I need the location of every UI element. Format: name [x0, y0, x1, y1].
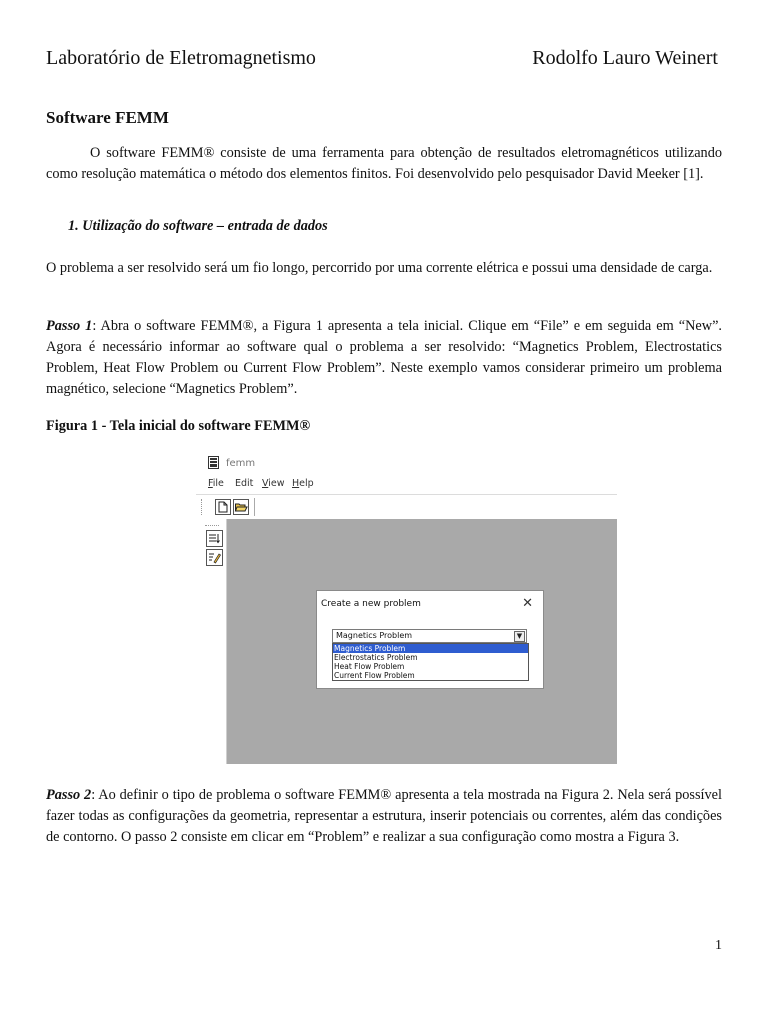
problem-type-select[interactable]: [332, 629, 527, 643]
menu-bar: [196, 476, 617, 492]
menu-view[interactable]: View: [262, 478, 285, 489]
step1-paragraph: [46, 316, 722, 400]
side-toolbar-grip[interactable]: [205, 525, 219, 528]
step1-text: : Abra o software FEMM®, a Figura 1 apresenta a tela inicial. Clique em “File” e em seguida em “New”. Agora é necessário informar ao software qual o problema a ser resolvido: “Magnetics Problem, Electrostatics Problem, Heat Flow Problem ou Current Flow Problem”. Neste exemplo vamos considerar primeiro um problema magnético, selecione “Magnetics Problem”.: [46, 318, 722, 397]
side-toolbar: [196, 519, 227, 764]
step2-label: Passo 2: [46, 787, 92, 803]
subsection-heading: 1. Utilização do software – entrada de dados: [68, 218, 328, 234]
header-author: Rodolfo Lauro Weinert: [532, 47, 718, 69]
edit-properties-icon[interactable]: [206, 549, 223, 566]
problem-paragraph: O problema a ser resolvido será um fio longo, percorrido por uma corrente elétrica e possui uma densidade de carga.: [46, 260, 713, 276]
properties-list-icon[interactable]: [206, 530, 223, 547]
option-current-flow[interactable]: Current Flow Problem: [334, 671, 415, 680]
close-icon[interactable]: ✕: [522, 596, 533, 611]
app-titlebar: [196, 444, 617, 474]
toolbar-grip[interactable]: [201, 499, 204, 515]
toolbar-separator: [254, 498, 255, 516]
option-electrostatics[interactable]: Electrostatics Problem: [334, 653, 418, 662]
new-file-icon[interactable]: [215, 499, 231, 515]
chevron-down-icon[interactable]: ▼: [514, 631, 525, 642]
problem-type-dropdown: [332, 643, 529, 681]
app-title: femm: [226, 458, 256, 469]
problem-type-value: Magnetics Problem: [336, 631, 413, 640]
menu-help[interactable]: Help: [292, 478, 314, 489]
step2-paragraph: [46, 785, 722, 848]
figure-caption: Figura 1 - Tela inicial do software FEMM®: [46, 418, 311, 434]
section-title: Software FEMM: [46, 108, 169, 127]
menu-file[interactable]: File: [208, 478, 224, 489]
option-heat-flow[interactable]: Heat Flow Problem: [334, 662, 405, 671]
page-number: 1: [715, 938, 722, 953]
femm-screenshot: [196, 444, 617, 764]
new-problem-dialog: [316, 590, 544, 689]
open-folder-icon[interactable]: [233, 499, 249, 515]
step2-text: : Ao definir o tipo de problema o software FEMM® apresenta a tela mostrada na Figura 2. Nela será possível fazer todas as configurações da geometria, representar a estrutura, inserir potenciais ou correntes, além das condições de contorno. O passo 2 consiste em clicar em “Problem” e realizar a sua configuração como mostra a Figura 3.: [46, 787, 722, 845]
header-lab-title: Laboratório de Eletromagnetismo: [46, 47, 316, 69]
step1-label: Passo 1: [46, 318, 93, 334]
main-toolbar: [196, 494, 617, 520]
option-magnetics[interactable]: Magnetics Problem: [333, 644, 528, 653]
dialog-title: Create a new problem: [321, 599, 421, 609]
menu-edit[interactable]: Edit: [235, 478, 254, 489]
femm-app-icon: [208, 456, 219, 469]
intro-paragraph: O software FEMM® consiste de uma ferramenta para obtenção de resultados eletromagnéticos utilizando como resolução matemática o método dos elementos finitos. Foi desenvolvido pelo pesquisador David Meeker [1].: [46, 145, 722, 182]
